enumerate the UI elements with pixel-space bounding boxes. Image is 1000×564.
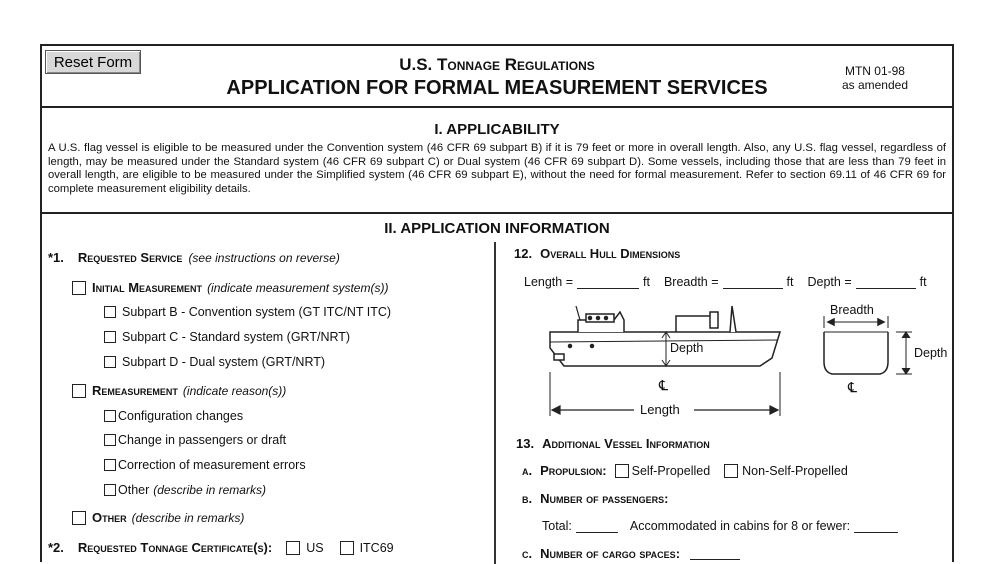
non-self-propelled-label: Non-Self-Propelled xyxy=(742,463,848,478)
length-dimension-label: Length xyxy=(640,402,680,417)
q2-label: Requested Tonnage Certificate(s): xyxy=(77,540,273,555)
propulsion-letter: a. xyxy=(522,463,533,478)
passengers-total-field[interactable] xyxy=(576,520,618,533)
remeasurement-hint: (indicate reason(s)) xyxy=(182,383,287,398)
us-certificate-checkbox[interactable] xyxy=(286,541,300,555)
q2-row xyxy=(48,540,394,555)
cargo-spaces-label: Number of cargo spaces: xyxy=(540,546,681,561)
subpart-d-row xyxy=(104,355,325,369)
applicability-text: A U.S. flag vessel is eligible to be measured under the Convention system (46 CFR 69 subpart B) if it is 79 feet or more in overall length. Also, any U.S. flag vessel, regardless of length, may be measured under the Standard system (46 CFR 69 subpart C) or Dual system (46 CFR 69 subpart D). Some vessels, including those that are less than 79 feet in overall length, are eligible to be measured under the Simplified system (46 CFR 69 subpart E), without the need for formal measurement. Refer to section 69.11 of 46 CFR 69 for complete measurement eligibility details. xyxy=(48,142,946,195)
other-service-row xyxy=(72,510,244,525)
column-divider xyxy=(494,242,496,564)
application-heading: II. APPLICATION INFORMATION xyxy=(384,220,610,237)
remeasurement-label: Remeasurement xyxy=(92,383,178,398)
section-centerline-symbol: ℄ xyxy=(848,379,857,395)
form-id-block xyxy=(842,64,908,92)
initial-measurement-label: Initial Measurement xyxy=(92,280,203,295)
other-service-checkbox[interactable] xyxy=(72,511,86,525)
initial-measurement-checkbox[interactable] xyxy=(72,281,86,295)
non-self-propelled-checkbox[interactable] xyxy=(724,464,738,478)
config-changes-row xyxy=(104,409,243,423)
itc69-certificate-label: ITC69 xyxy=(359,540,394,555)
depth-label: Depth = xyxy=(807,275,852,289)
form-title-line1: U.S. Tonnage Regulations xyxy=(399,55,595,74)
subpart-c-checkbox[interactable] xyxy=(104,331,116,343)
section-depth-label: Depth xyxy=(914,346,948,360)
passengers-label: Number of passengers: xyxy=(540,491,669,506)
q2-num: *2. xyxy=(48,540,64,555)
q13-label: Additional Vessel Information xyxy=(542,436,710,451)
subpart-c-label: Subpart C - Standard system (GRT/NRT) xyxy=(122,330,351,344)
initial-measurement-hint: (indicate measurement system(s)) xyxy=(207,280,389,295)
remeasure-other-checkbox[interactable] xyxy=(104,484,116,496)
form-note: as amended xyxy=(841,78,908,92)
q13-row xyxy=(516,436,710,451)
us-certificate-label: US xyxy=(306,540,324,555)
passengers-total-label: Total: xyxy=(542,519,572,533)
q12-row xyxy=(514,246,680,261)
breadth-dimension-label: Breadth xyxy=(830,303,874,317)
subpart-b-row xyxy=(104,305,391,319)
propulsion-row xyxy=(522,463,848,478)
propulsion-label: Propulsion: xyxy=(540,463,607,478)
length-unit: ft xyxy=(643,275,650,289)
breadth-field[interactable] xyxy=(723,276,783,289)
applicability-section xyxy=(42,108,952,214)
remeasure-other-label: Other xyxy=(118,483,150,497)
passengers-letter: b. xyxy=(522,491,533,506)
reset-form-button[interactable]: Reset Form xyxy=(45,50,141,74)
side-centerline-symbol: ℄ xyxy=(659,377,668,393)
cargo-spaces-letter: c. xyxy=(522,546,533,561)
remeasure-other-hint: (describe in remarks) xyxy=(153,483,266,497)
remeasurement-checkbox[interactable] xyxy=(72,384,86,398)
section-view-vessel-icon xyxy=(824,316,912,374)
q13-num: 13. xyxy=(516,436,535,451)
subpart-d-label: Subpart D - Dual system (GRT/NRT) xyxy=(122,355,326,369)
other-service-label: Other xyxy=(92,510,127,525)
form-id: MTN 01-98 xyxy=(844,64,905,78)
passengers-draft-row xyxy=(104,433,286,447)
config-changes-label: Configuration changes xyxy=(118,409,244,423)
itc69-certificate-checkbox[interactable] xyxy=(340,541,354,555)
self-propelled-label: Self-Propelled xyxy=(631,463,711,478)
length-field[interactable] xyxy=(577,276,639,289)
applicability-heading: I. APPLICABILITY xyxy=(434,121,560,138)
q1-hint: (see instructions on reverse) xyxy=(188,250,340,265)
correction-errors-checkbox[interactable] xyxy=(104,459,116,471)
subpart-c-row xyxy=(104,330,350,344)
q1-row xyxy=(48,250,340,265)
remeasurement-row xyxy=(72,383,286,398)
passengers-cabins-field[interactable] xyxy=(854,520,898,533)
initial-measurement-row xyxy=(72,280,388,295)
other-service-hint: (describe in remarks) xyxy=(131,510,245,525)
form-title-line2: APPLICATION FOR FORMAL MEASUREMENT SERVICES xyxy=(226,77,768,99)
length-label: Length = xyxy=(524,275,574,289)
subpart-d-checkbox[interactable] xyxy=(104,356,116,368)
hull-dimensions-row xyxy=(524,275,927,289)
remeasure-other-row xyxy=(104,483,266,497)
depth-field[interactable] xyxy=(856,276,916,289)
correction-errors-label: Correction of measurement errors xyxy=(118,458,306,472)
correction-errors-row xyxy=(104,458,306,472)
breadth-unit: ft xyxy=(786,275,794,289)
passengers-row xyxy=(522,491,668,506)
form-sheet xyxy=(40,44,954,562)
passengers-draft-label: Change in passengers or draft xyxy=(118,433,287,447)
side-depth-label: Depth xyxy=(670,341,704,355)
passengers-draft-checkbox[interactable] xyxy=(104,434,116,446)
cargo-spaces-field[interactable] xyxy=(690,547,740,560)
q12-label: Overall Hull Dimensions xyxy=(540,246,681,261)
q1-label: Requested Service xyxy=(77,250,183,265)
passengers-fields-row xyxy=(542,519,902,533)
breadth-label: Breadth = xyxy=(663,275,719,289)
config-changes-checkbox[interactable] xyxy=(104,410,116,422)
hull-dimensions-diagram xyxy=(540,292,954,422)
side-view-vessel-icon xyxy=(550,306,780,416)
form-header xyxy=(42,46,952,108)
subpart-b-label: Subpart B - Convention system (GT ITC/NT ITC) xyxy=(122,305,392,319)
passengers-cabins-label: Accommodated in cabins for 8 or fewer: xyxy=(629,519,851,533)
subpart-b-checkbox[interactable] xyxy=(104,306,116,318)
q1-num: *1. xyxy=(48,250,64,265)
q12-num: 12. xyxy=(514,246,533,261)
depth-unit: ft xyxy=(919,275,927,289)
self-propelled-checkbox[interactable] xyxy=(615,464,629,478)
cargo-spaces-row xyxy=(522,546,744,561)
